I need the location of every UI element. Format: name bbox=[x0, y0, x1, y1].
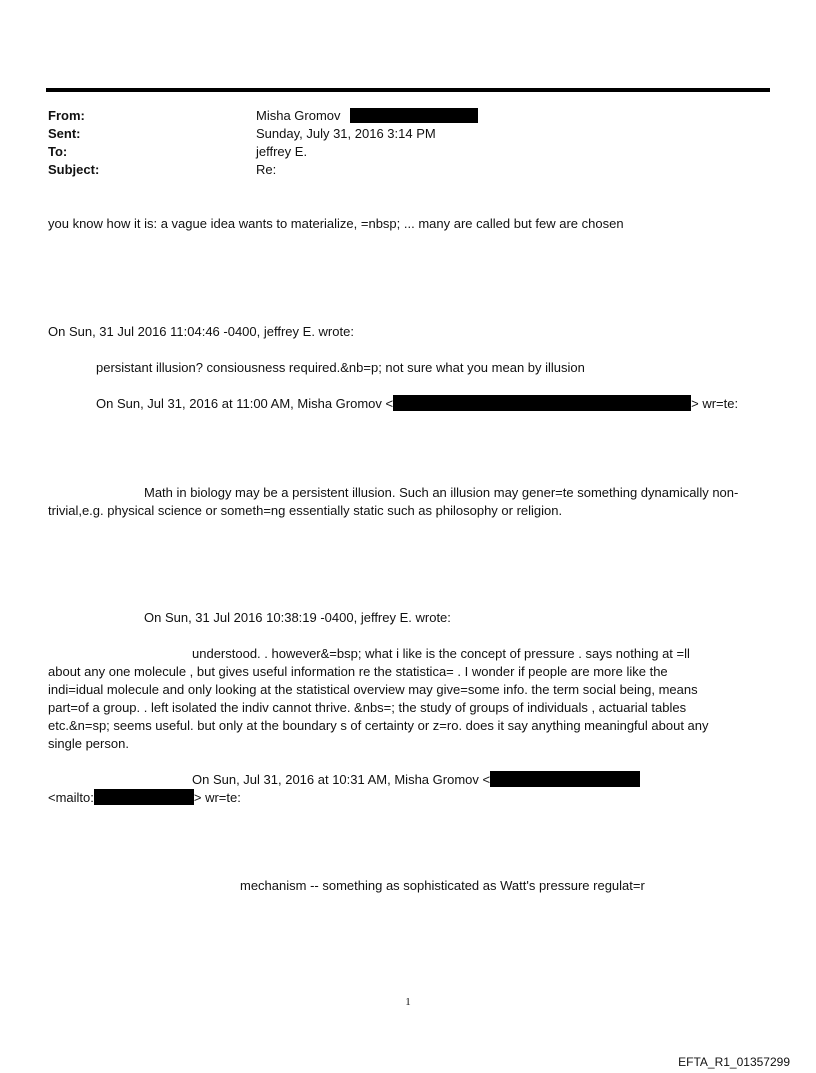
quote1-intro: On Sun, 31 Jul 2016 11:04:46 -0400, jeffrey E. wrote: bbox=[48, 324, 354, 339]
header-rule bbox=[46, 88, 770, 92]
sent-value: Sunday, July 31, 2016 3:14 PM bbox=[256, 126, 436, 141]
quote3-line5: etc.&n=sp; seems useful. but only at the boundary s of certainty or z=ro. does it say anything meaningful about any bbox=[48, 718, 709, 733]
quote2-text-line2: trivial,e.g. physical science or someth=ng essentially static such as philosophy or religion. bbox=[48, 503, 563, 518]
to-label: To: bbox=[48, 144, 68, 159]
from-label: From: bbox=[48, 108, 85, 123]
quote3-line4: part=of a group. . left isolated the indiv cannot thrive. &nbs=; the study of groups of individuals , actuarial tables bbox=[48, 700, 687, 715]
quote4-mailto bbox=[48, 789, 241, 807]
page-number: 1 bbox=[405, 996, 411, 1008]
quote1-text: persistant illusion? consiousness required.&nb=p; not sure what you mean by illusion bbox=[96, 360, 585, 375]
quote3-line6: single person. bbox=[48, 736, 129, 751]
subject-value: Re: bbox=[256, 162, 277, 177]
quote4-intro bbox=[192, 771, 640, 789]
quote3-line2: about any one molecule , but gives useful information re the statistica= . I wonder if people are more like the bbox=[48, 664, 668, 679]
quote3-line1: understood. . however&=bsp; what i like is the concept of pressure . says nothing at =ll bbox=[192, 646, 690, 661]
bates-id: EFTA_R1_01357299 bbox=[678, 1055, 790, 1069]
quote3-intro: On Sun, 31 Jul 2016 10:38:19 -0400, jeffrey E. wrote: bbox=[144, 610, 451, 625]
quote2-intro-end: > wr=te: bbox=[691, 396, 739, 411]
quote4-mailto-start: <mailto: bbox=[48, 790, 94, 805]
to-value: jeffrey E. bbox=[256, 144, 308, 159]
quote3-line3: indi=idual molecule and only looking at the statistical overview may give=some info. the term social being, means bbox=[48, 682, 698, 697]
quote2-intro-start: On Sun, Jul 31, 2016 at 11:00 AM, Misha Gromov < bbox=[96, 396, 394, 411]
redaction-box bbox=[393, 395, 691, 411]
quote4-text: mechanism -- something as sophisticated as Watt's pressure regulat=r bbox=[240, 878, 645, 893]
quote2-text-line1: Math in biology may be a persistent illusion. Such an illusion may gener=te something dynamically non- bbox=[144, 485, 739, 500]
quote2-intro bbox=[96, 395, 738, 413]
quote4-mailto-end: > wr=te: bbox=[193, 790, 241, 805]
redaction-box bbox=[94, 789, 194, 805]
reply-text: you know how it is: a vague idea wants to materialize, =nbsp; ... many are called but few are chosen bbox=[48, 216, 624, 231]
subject-label: Subject: bbox=[48, 162, 100, 177]
sent-label: Sent: bbox=[48, 126, 81, 141]
quote4-intro-start: On Sun, Jul 31, 2016 at 10:31 AM, Misha Gromov < bbox=[192, 772, 491, 787]
from-name: Misha Gromov bbox=[256, 108, 341, 123]
from-value bbox=[256, 107, 478, 125]
redaction-box bbox=[350, 108, 478, 123]
redaction-box bbox=[490, 771, 640, 787]
